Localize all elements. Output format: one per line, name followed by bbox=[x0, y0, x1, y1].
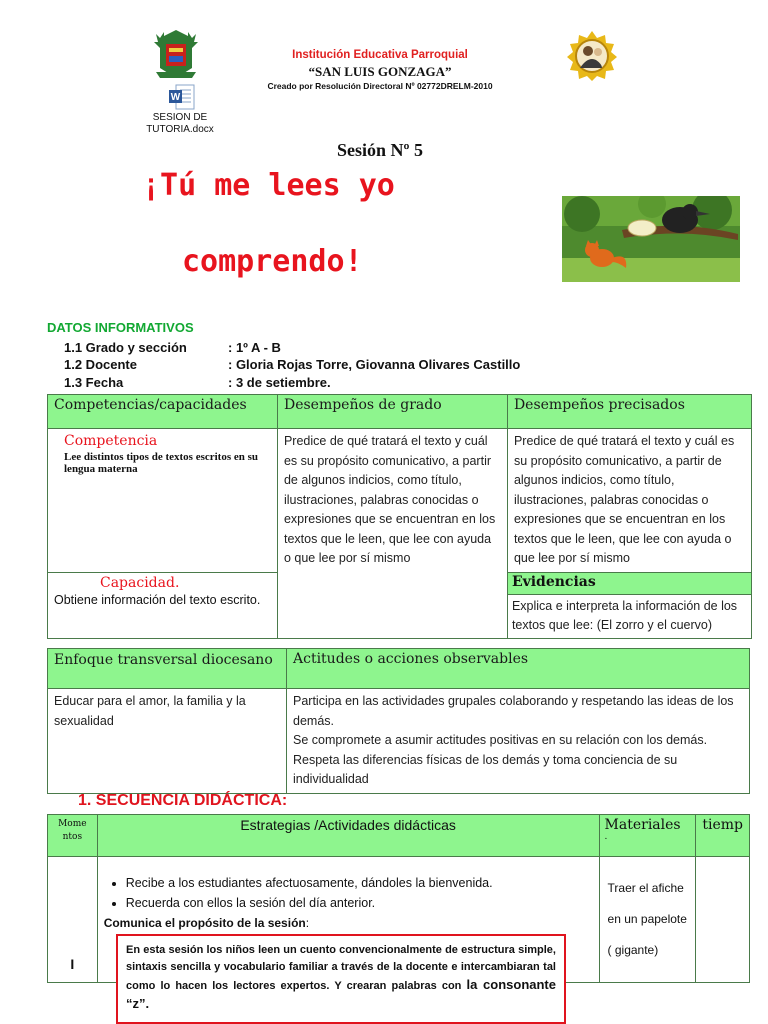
school-crest-icon bbox=[150, 28, 202, 80]
materiales-dot: . bbox=[604, 832, 608, 842]
header-competencias: Competencias/capacidades bbox=[48, 395, 278, 429]
material-line: ( gigante) bbox=[607, 943, 659, 957]
header-tiempo: tiemp bbox=[696, 815, 750, 857]
header-materiales bbox=[599, 815, 696, 857]
secuencia-heading: 1. SECUENCIA DIDÁCTICA: bbox=[78, 792, 288, 809]
activity-item: • Recibe a los estudiantes afectuosamente, dándoles la bienvenida. bbox=[126, 875, 593, 891]
competencia-cell bbox=[48, 429, 278, 573]
datos-label: 1.1 Grado y sección bbox=[64, 340, 187, 355]
proposito-line bbox=[104, 915, 593, 931]
activity-list bbox=[104, 875, 593, 911]
desempeno-grado-cell: Predice de qué tratará el texto y cuál es su propósito comunicativo, a partir de algunos indicios, como título, ilustraciones, palabras conocidas o expresiones que se encuentran en los textos que le leen, que lee con ayuda o que lee por sí mismo bbox=[277, 429, 507, 639]
evidencias-label: Evidencias bbox=[507, 572, 751, 594]
activity-item: • Recuerda con ellos la sesión del día anterior. bbox=[126, 895, 593, 911]
proposito-colon: : bbox=[305, 916, 310, 930]
svg-text:W: W bbox=[170, 92, 181, 103]
momento-cell: I bbox=[48, 857, 98, 983]
actitud-item: Se compromete a asumir actitudes positivas en su relación con los demás. bbox=[293, 733, 708, 747]
attachment-filename[interactable]: SESION DE TUTORIA.docx bbox=[146, 112, 214, 135]
word-document-icon[interactable] bbox=[168, 84, 196, 110]
enfoque-text: Educar para el amor, la familia y la sexualidad bbox=[48, 689, 287, 794]
datos-label: 1.3 Fecha bbox=[64, 375, 124, 390]
actitudes-cell bbox=[287, 689, 750, 794]
capacidad-cell bbox=[48, 572, 278, 638]
competencias-table bbox=[47, 394, 752, 639]
callout-text: En esta sesión los niños leen un cuento convencionalmente de estructura simple, sintaxis sencilla y vocabulario familiar a través de la docente e intercambiaran tal como lo hacen los lectores expertos. Y crearan palabras con bbox=[126, 944, 556, 992]
materiales-cell bbox=[599, 857, 696, 983]
fox-and-crow-illustration bbox=[562, 196, 740, 282]
session-title-line1: ¡Tú me lees yo bbox=[142, 168, 395, 203]
datos-row bbox=[64, 375, 331, 390]
header-estrategias: Estrategias /Actividades didácticas bbox=[97, 815, 599, 857]
materiales-label: Materiales bbox=[604, 817, 681, 833]
tiempo-cell bbox=[696, 857, 750, 983]
session-title-line2: comprendo! bbox=[182, 244, 363, 279]
session-number: Sesión Nº 5 bbox=[337, 140, 423, 160]
header-momentos: Mome ntos bbox=[48, 815, 98, 857]
capacidad-text: Obtiene información del texto escrito. bbox=[54, 592, 261, 607]
institution-name: Institución Educativa Parroquial bbox=[292, 49, 468, 61]
actitud-item: Participa en las actividades grupales colaborando y respetando las ideas de los demás. bbox=[293, 694, 734, 728]
datos-heading: DATOS INFORMATIVOS bbox=[47, 320, 194, 335]
header-actitudes: Actitudes o acciones observables bbox=[287, 649, 750, 689]
header-enfoque: Enfoque transversal diocesano bbox=[48, 649, 287, 689]
proposito-label: Comunica el propósito de la sesión bbox=[103, 916, 306, 930]
datos-value: : 3 de setiembre. bbox=[228, 375, 331, 390]
material-line: Traer el afiche bbox=[607, 881, 684, 895]
saint-medallion-icon bbox=[566, 30, 618, 82]
callout-emphasis: la consonante “z”. bbox=[126, 977, 556, 1011]
datos-row bbox=[64, 340, 281, 355]
competencia-label: Competencia bbox=[64, 433, 158, 449]
resolution-text: Creado por Resolución Directoral Nº 02772DRELM-2010 bbox=[267, 81, 493, 91]
capacidad-label: Capacidad. bbox=[100, 574, 180, 591]
header-desempenos-precisados: Desempeños precisados bbox=[507, 395, 751, 429]
datos-row bbox=[64, 357, 520, 372]
competencia-text: Lee distintos tipos de textos escritos en su lengua materna bbox=[64, 451, 259, 475]
evidencias-text: Explica e interpreta la información de los textos que lee: (El zorro y el cuervo) bbox=[507, 594, 751, 638]
proposito-callout bbox=[116, 934, 566, 1024]
datos-label: 1.2 Docente bbox=[64, 357, 137, 372]
school-name: “SAN LUIS GONZAGA” bbox=[308, 64, 452, 79]
enfoque-table bbox=[47, 648, 750, 794]
desempeno-precisado-cell: Predice de qué tratará el texto y cuál es su propósito comunicativo, a partir de algunos indicios, como título, ilustraciones, palabras conocidas o expresiones que se encuentran en los textos que le leen, que lee con ayuda o que lee por sí mismo bbox=[507, 429, 751, 573]
material-line: en un papelote bbox=[607, 912, 687, 926]
actitud-item: Respeta las diferencias físicas de los demás y toma conciencia de su individualidad bbox=[293, 752, 678, 786]
header-desempenos-grado: Desempeños de grado bbox=[277, 395, 507, 429]
datos-value: : 1º A - B bbox=[228, 340, 281, 355]
datos-value: : Gloria Rojas Torre, Giovanna Olivares Castillo bbox=[228, 357, 521, 372]
